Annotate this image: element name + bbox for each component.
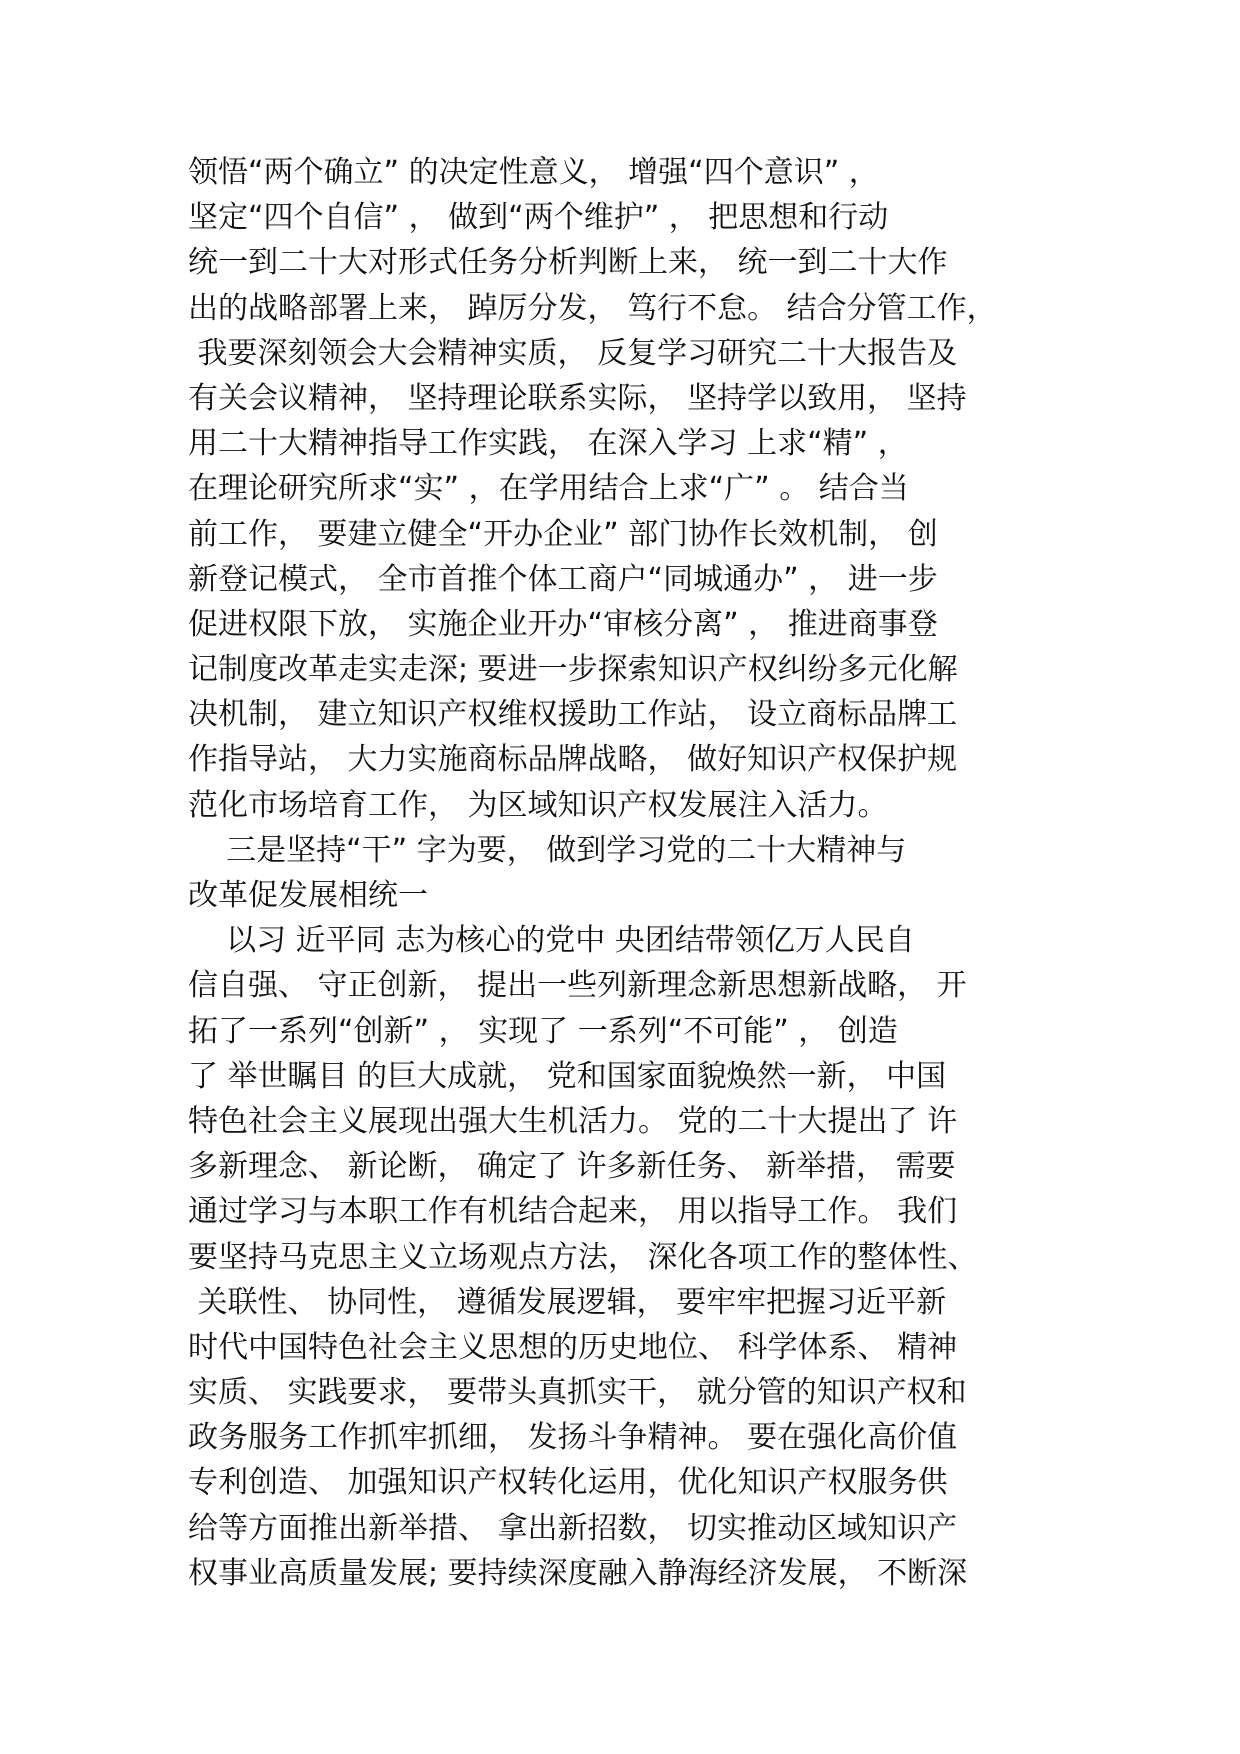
text-line: 政务服务工作抓牢抓细， 发扬斗争精神。 要在强化高价值 [188,1420,958,1456]
text-line: 要坚持马克思主义立场观点方法， 深化各项工作的整体性、 [188,1239,978,1275]
text-line: 专利创造、 加强知识产权转化运用，优化知识产权服务供 [188,1465,948,1501]
text-line: 领悟“两个确立” 的决定性意义， 增强“四个意识” ， [188,155,879,190]
text-line: 时代中国特色社会主义思想的历史地位、 科学体系、 精神 [188,1329,958,1365]
text-line: 坚定“四个自信” ， 做到“两个维护” ， 把思想和行动 [188,200,889,236]
text-line: 信自强、 守正创新， 提出一些列新理念新思想新战略， 开 [188,968,967,1004]
text-line: 以习 近平同 志为核心的党中 央团结带领亿万人民自 [188,923,915,959]
text-line: 有关会议精神， 坚持理论联系实际， 坚持学以致用， 坚持 [188,380,967,416]
text-line: 出的战略部署上来， 踔厉分发， 笃行不怠。 结合分管工作， [188,290,997,326]
text-line: 前工作， 要建立健全“开办企业” 部门协作长效机制， 创 [188,516,938,552]
text-line: 拓了一系列“创新” ， 实现了 一系列“不可能” ， 创造 [188,1013,898,1049]
text-line: 通过学习与本职工作有机结合起来， 用以指导工作。 我们 [188,1194,958,1230]
text-line: 新登记模式， 全市首推个体工商户“同城通办” ， 进一步 [188,561,938,597]
text-line: 特色社会主义展现出强大生机活力。 党的二十大提出了 许 [188,1103,958,1139]
text-line: 范化市场培育工作， 为区域知识产权发展注入活力。 [188,787,888,823]
text-line: 关联性、 协同性， 遵循发展逻辑， 要牢牢把握习近平新 [188,1284,947,1320]
text-line: 决机制， 建立知识产权维权援助工作站， 设立商标品牌工 [188,697,958,733]
text-line: 实质、 实践要求， 要带头真抓实干， 就分管的知识产权和 [188,1375,967,1411]
text-line: 三是坚持“干” 字为要， 做到学习党的二十大精神与 [188,832,907,868]
text-line: 我要深刻领会大会精神实质， 反复学习研究二十大报告及 [188,335,958,371]
text-line: 给等方面推出新举措、 拿出新招数， 切实推动区域知识产 [188,1510,958,1546]
text-line: 记制度改革走实走深; 要进一步探索知识产权纠纷多元化解 [188,652,958,688]
text-line: 了 举世瞩目 的巨大成就， 党和国家面貌焕然一新， 中国 [188,1058,947,1094]
text-line: 在理论研究所求“实” ，在学用结合上求“广” 。 结合当 [188,471,909,507]
text-line: 权事业高质量发展; 要持续深度融入静海经济发展， 不断深 [188,1555,968,1591]
text-line: 用二十大精神指导工作实践， 在深入学习 上求“精” ， [188,426,908,462]
text-line: 统一到二十大对形式任务分析判断上来， 统一到二十大作 [188,245,948,281]
body-text [188,150,1088,1596]
text-line: 促进权限下放， 实施企业开办“审核分离” ， 推进商事登 [188,606,938,642]
text-line: 作指导站， 大力实施商标品牌战略， 做好知识产权保护规 [188,742,958,778]
text-line: 改革促发展相统一 [188,878,428,913]
text-line: 多新理念、 新论断， 确定了 许多新任务、 新举措， 需要 [188,1149,956,1185]
